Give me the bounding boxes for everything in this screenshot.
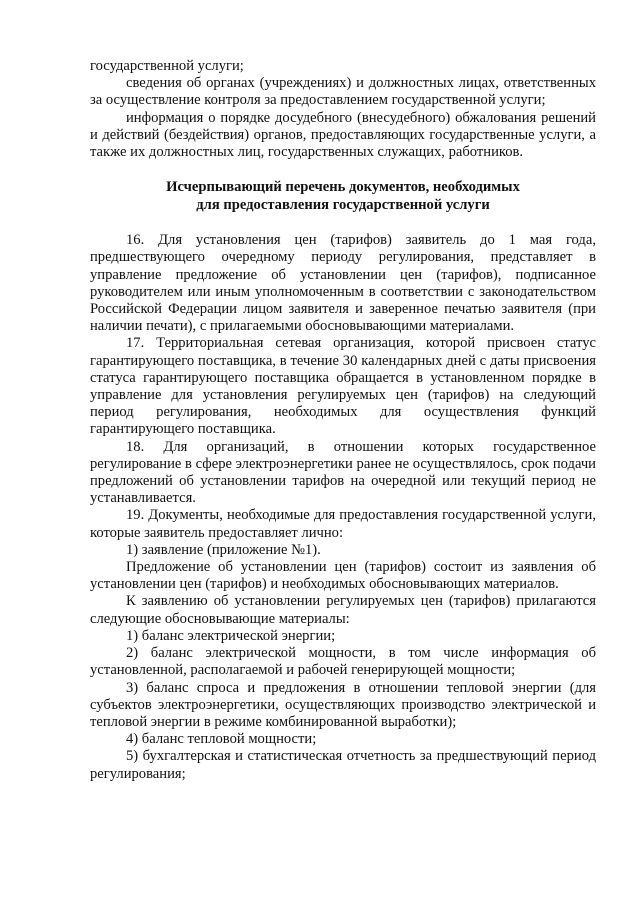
paragraph-18: 18. Для организаций, в отношении которых государственное регулирование в сфере электроэнергетики ранее не осуществлялось, срок подачи предложений об установлении тарифов на очередной или текущий период не устанавливается. — [90, 438, 596, 507]
section-heading — [90, 179, 596, 214]
paragraph-appeal-procedure: информация о порядке досудебного (внесудебного) обжалования решений и действий (бездействия) органов, предоставляющих государственные услуги, а также их должностных лиц, государственных служащих, работников. — [90, 109, 596, 161]
paragraph-19: 19. Документы, необходимые для предоставления государственной услуги, которые заявитель предоставляет лично: — [90, 507, 596, 541]
paragraph-offer-composition: Предложение об установлении цен (тарифов) состоит из заявления об установлении цен (тарифов) и необходимых обосновывающих материалов. — [90, 559, 596, 593]
section-heading-line-1: Исчерпывающий перечень документов, необходимых — [166, 179, 520, 196]
list-item-heat-supply-demand-balance: 3) баланс спроса и предложения в отношении тепловой энергии (для субъектов электроэнергетики, осуществляющих производство электрической и тепловой энергии в режиме комбинированной выработки); — [90, 679, 596, 730]
document-page — [90, 58, 596, 783]
list-item-electric-energy-balance: 1) баланс электрической энергии; — [126, 627, 336, 644]
paragraph-16: 16. Для установления цен (тарифов) заявитель до 1 мая года, предшествующего очередному периоду регулирования, представляет в управление предложение об установлении цен (тарифов), подписанное руководителем или иным уполномоченным в соответствии с законодательством Российской Федерации лицом заявителя и заверенное печатью заявителя (при наличии печати), с прилагаемыми обосновывающими материалами. — [90, 232, 596, 335]
list-item-heat-capacity-balance: 4) баланс тепловой мощности; — [126, 731, 317, 748]
list-item-application: 1) заявление (приложение №1). — [126, 541, 321, 558]
list-item-electric-capacity-balance: 2) баланс электрической мощности, в том числе информация об установленной, располагаемой и рабочей генерирующей мощности; — [90, 645, 596, 679]
paragraph-attachments-intro: К заявлению об установлении регулируемых цен (тарифов) прилагаются следующие обосновывающие материалы: — [90, 593, 596, 627]
list-item-accounting-reports: 5) бухгалтерская и статистическая отчетность за предшествующий период регулирования; — [90, 748, 596, 782]
paragraph-17: 17. Территориальная сетевая организация, которой присвоен статус гарантирующего поставщика, в течение 30 календарных дней с даты присвоения статуса гарантирующего поставщика обращается в установленном порядке в управление для установления регулируемых цен (тарифов) на следующий период регулирования, необходимых для осуществления функций гарантирующего поставщика. — [90, 335, 596, 438]
paragraph-continuation: государственной услуги; — [90, 58, 244, 74]
section-heading-line-2: для предоставления государственной услуги — [196, 196, 490, 213]
paragraph-control-officials: сведения об органах (учреждениях) и должностных лицах, ответственных за осуществление контроля за предоставлением государственной услуги; — [90, 75, 596, 109]
